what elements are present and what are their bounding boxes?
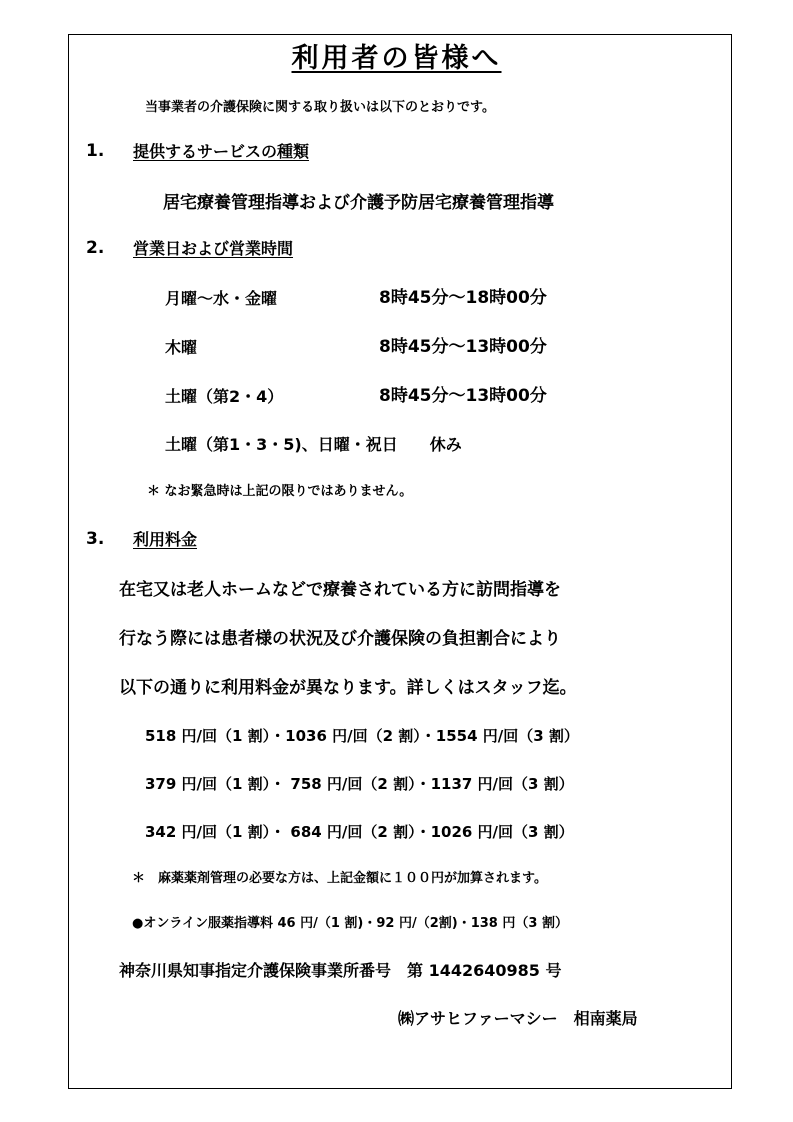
narcotic-note: ＊ 麻薬薬剤管理の必要な方は、上記金額に１００円が加算されます。 [132,871,547,886]
closed-days: 土曜（第1・3・5)、日曜・祝日 休み [165,435,462,454]
hours-row-time: 8時45分～18時00分 [379,288,547,308]
intro-text: 当事業者の介護保険に関する取り扱いは以下のとおりです。 [145,100,495,115]
page-title: 利用者の皆様へ [291,43,502,74]
hours-row-days: 月曜～水・金曜 [165,289,278,308]
section2-heading: 営業日および営業時間 [133,239,294,258]
fee-row: 342 円/回（1 割）・ 684 円/回（2 割）・1026 円/回（3 割） [145,823,574,841]
fee-row: 518 円/回（1 割）・1036 円/回（2 割）・1554 円/回（3 割） [145,727,579,745]
online-guidance-note: ●オンライン服薬指導料 46 円/（1 割)・92 円/（2割)・138 円（3 割） [132,916,568,931]
fee-row: 379 円/回（1 割）・ 758 円/回（2 割）・1137 円/回（3 割） [145,775,574,793]
hours-row-days: 木曜 [165,338,198,357]
section3-heading: 利用料金 [133,530,198,549]
hours-row-days: 土曜（第2・4） [165,387,284,406]
emergency-note: ＊ なお緊急時は上記の限りではありません。 [147,484,413,499]
hours-row-time: 8時45分～13時00分 [379,386,547,406]
section2-number: 2. [86,238,105,258]
section3-number: 3. [86,529,105,549]
section1-heading: 提供するサービスの種類 [133,142,310,161]
section1-number: 1. [86,141,105,161]
section1-content: 居宅療養管理指導および介護予防居宅療養管理指導 [163,193,554,213]
fee-paragraph-line: 行なう際には患者様の状況及び介護保険の負担割合により [119,629,561,649]
fee-paragraph-line: 以下の通りに利用料金が異なります。詳しくはスタッフ迄。 [119,678,577,698]
hours-row-time: 8時45分～13時00分 [379,337,547,357]
license-number: 神奈川県知事指定介護保険事業所番号 第 1442640985 号 [119,961,562,980]
fee-paragraph-line: 在宅又は老人ホームなどで療養されている方に訪問指導を [119,580,561,600]
pharmacy-name: ㈱アサヒファーマシー 相南薬局 [398,1009,638,1028]
